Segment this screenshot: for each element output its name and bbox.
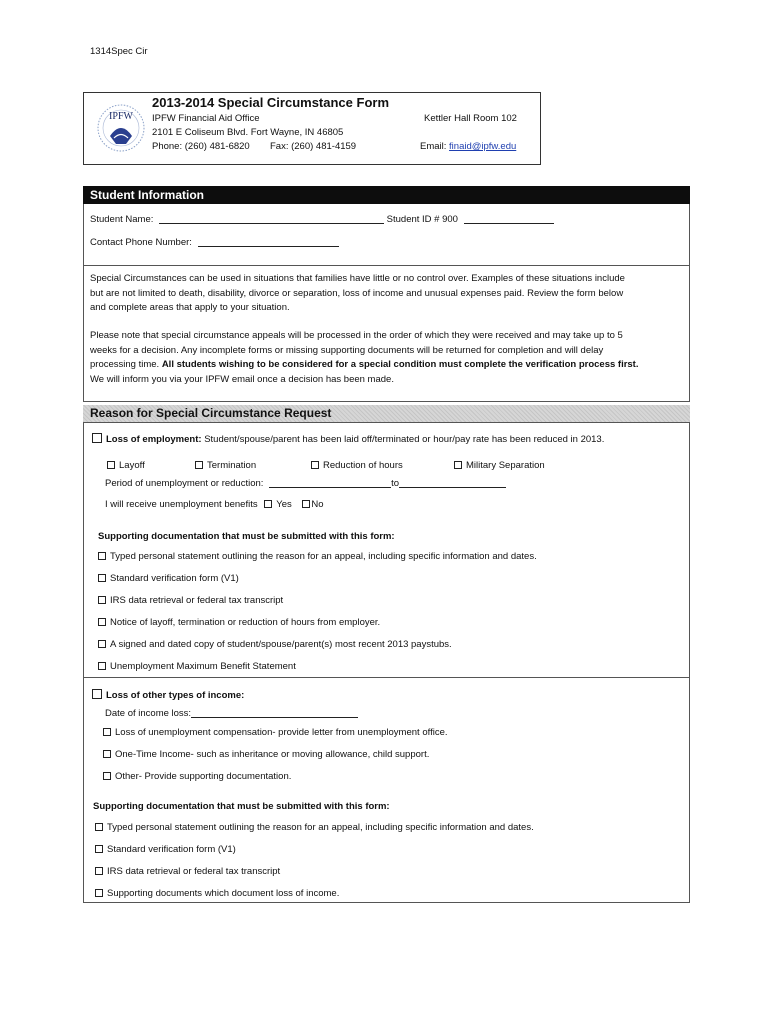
intro-p2-line3-bold: All students wishing to be considered for a special condition must complete the verification process first. xyxy=(161,359,639,370)
employment-doc-item[interactable] xyxy=(98,595,283,606)
student-name-label: Student Name: xyxy=(90,214,154,225)
period-start-field[interactable] xyxy=(269,477,391,488)
intro-p2-line4: We will inform you via your IPFW email once a decision has been made. xyxy=(90,373,394,385)
section-divider xyxy=(83,677,690,678)
option-label: Other- Provide supporting documentation. xyxy=(115,771,292,782)
checkbox-icon[interactable] xyxy=(103,750,111,758)
period-end-field[interactable] xyxy=(399,477,506,488)
period-label: Period of unemployment or reduction: xyxy=(105,478,264,489)
email-link[interactable]: finaid@ipfw.edu xyxy=(449,141,517,152)
income-loss-date-row xyxy=(105,707,358,719)
other-income-doc-item[interactable] xyxy=(95,866,280,877)
option-termination[interactable] xyxy=(195,460,256,471)
employment-desc: Student/spouse/parent has been laid off/terminated or hour/pay rate has been reduced in 2013. xyxy=(204,434,605,445)
other-income-option[interactable] xyxy=(103,749,429,760)
logo-text: IPFW xyxy=(109,111,133,122)
employment-docs-heading: Supporting documentation that must be submitted with this form: xyxy=(98,531,395,542)
checkbox-icon[interactable] xyxy=(98,618,106,626)
option-military[interactable] xyxy=(454,460,545,471)
doc-label: Typed personal statement outlining the reason for an appeal, including specific information and dates. xyxy=(110,551,537,562)
checkbox-icon[interactable] xyxy=(95,867,103,875)
other-income-doc-item[interactable] xyxy=(95,844,236,855)
option-reduction[interactable] xyxy=(311,460,403,471)
checkbox-icon[interactable] xyxy=(95,889,103,897)
other-income-docs-heading: Supporting documentation that must be submitted with this form: xyxy=(93,801,390,812)
doc-label: Supporting documents which document loss of income. xyxy=(107,888,340,899)
doc-label: IRS data retrieval or federal tax transcript xyxy=(107,866,281,877)
layoff-checkbox-icon[interactable] xyxy=(107,461,115,469)
checkbox-icon[interactable] xyxy=(98,662,106,670)
doc-label: Notice of layoff, termination or reduction of hours from employer. xyxy=(110,617,381,628)
document-code: 1314Spec Cir xyxy=(90,46,148,57)
employment-doc-item[interactable] xyxy=(98,661,296,672)
email-line xyxy=(420,141,516,152)
other-income-checkbox-icon[interactable] xyxy=(92,689,102,699)
option-label: One-Time Income- such as inheritance or moving allowance, child support. xyxy=(115,749,430,760)
checkbox-icon[interactable] xyxy=(103,728,111,736)
intro-p2-line3 xyxy=(90,358,686,373)
other-income-label: Loss of other types of income: xyxy=(106,690,245,701)
layoff-label: Layoff xyxy=(119,460,145,471)
period-row xyxy=(105,477,506,489)
military-checkbox-icon[interactable] xyxy=(454,461,462,469)
doc-label: A signed and dated copy of student/spouse/parent(s) most recent 2013 paystubs. xyxy=(110,639,452,650)
student-info-heading: Student Information xyxy=(83,186,690,204)
benefits-no-checkbox-icon[interactable] xyxy=(302,500,310,508)
employment-doc-item[interactable] xyxy=(98,573,239,584)
option-layoff[interactable] xyxy=(107,460,145,471)
employment-row xyxy=(92,433,604,445)
doc-label: Typed personal statement outlining the reason for an appeal, including specific information and dates. xyxy=(107,822,534,833)
checkbox-icon[interactable] xyxy=(95,823,103,831)
employment-checkbox-icon[interactable] xyxy=(92,433,102,443)
checkbox-icon[interactable] xyxy=(103,772,111,780)
intro-p2-line3-plain: processing time. xyxy=(90,359,162,370)
termination-checkbox-icon[interactable] xyxy=(195,461,203,469)
email-label: Email: xyxy=(420,141,447,152)
other-income-option[interactable] xyxy=(103,727,448,738)
checkbox-icon[interactable] xyxy=(98,596,106,604)
employment-doc-item[interactable] xyxy=(98,551,537,562)
doc-label: Standard verification form (V1) xyxy=(107,844,236,855)
employment-doc-item[interactable] xyxy=(98,639,452,650)
benefits-label: I will receive unemployment benefits xyxy=(105,499,258,510)
office-phone: Phone: (260) 481-6820 xyxy=(152,141,250,152)
income-loss-date-field[interactable] xyxy=(191,707,358,718)
student-id-field[interactable] xyxy=(464,213,554,224)
checkbox-icon[interactable] xyxy=(98,640,106,648)
doc-label: Unemployment Maximum Benefit Statement xyxy=(110,661,296,672)
option-label: Loss of unemployment compensation- provide letter from unemployment office. xyxy=(115,727,448,738)
intro-paragraph-1 xyxy=(90,272,686,316)
contact-phone-field[interactable] xyxy=(198,236,339,247)
reduction-checkbox-icon[interactable] xyxy=(311,461,319,469)
reduction-label: Reduction of hours xyxy=(323,460,403,471)
intro-p1-line3: and complete areas that apply to your situation. xyxy=(90,302,290,313)
checkbox-icon[interactable] xyxy=(98,574,106,582)
student-name-row xyxy=(90,213,554,225)
office-fax: Fax: (260) 481-4159 xyxy=(270,141,357,152)
benefits-row xyxy=(105,499,324,510)
employment-doc-item[interactable] xyxy=(98,617,380,628)
employment-label: Loss of employment: xyxy=(106,434,202,445)
other-income-doc-item[interactable] xyxy=(95,888,339,899)
doc-label: IRS data retrieval or federal tax transcript xyxy=(110,595,284,606)
intro-p2-line1: Please note that special circumstance appeals will be processed in the order of which they were received and may take up to 5 xyxy=(90,330,623,341)
other-income-doc-item[interactable] xyxy=(95,822,534,833)
doc-label: Standard verification form (V1) xyxy=(110,573,239,584)
period-to: to xyxy=(391,478,399,489)
intro-p1-line1: Special Circumstances can be used in situations that families have little or no control over. Examples of these situations include xyxy=(90,273,625,284)
termination-label: Termination xyxy=(207,460,257,471)
intro-paragraph-2 xyxy=(90,329,686,387)
military-label: Military Separation xyxy=(466,460,545,471)
student-name-field[interactable] xyxy=(159,213,384,224)
office-name: IPFW Financial Aid Office xyxy=(152,113,260,124)
form-title: 2013-2014 Special Circumstance Form xyxy=(152,95,390,110)
ipfw-seal-logo xyxy=(96,98,146,158)
benefits-yes-checkbox-icon[interactable] xyxy=(264,500,272,508)
checkbox-icon[interactable] xyxy=(95,845,103,853)
reason-heading: Reason for Special Circumstance Request xyxy=(83,405,690,423)
office-room: Kettler Hall Room 102 xyxy=(424,113,517,124)
intro-p1-line2: but are not limited to death, disability, divorce or separation, loss of income and unusual expenses paid. Review the form below xyxy=(90,287,624,299)
income-loss-date-label: Date of income loss: xyxy=(105,708,192,719)
checkbox-icon[interactable] xyxy=(98,552,106,560)
intro-p2-line2: weeks for a decision. Any incomplete forms or missing supporting documents will be returned for completion and will delay xyxy=(90,344,604,356)
other-income-option[interactable] xyxy=(103,771,291,782)
contact-phone-row xyxy=(90,236,339,248)
benefits-no-label: No xyxy=(311,499,324,510)
benefits-yes-label: Yes xyxy=(276,499,292,510)
other-income-row xyxy=(92,689,244,701)
office-address: 2101 E Coliseum Blvd. Fort Wayne, IN 46805 xyxy=(152,127,344,138)
student-id-label: Student ID # 900 xyxy=(386,214,458,225)
contact-phone-label: Contact Phone Number: xyxy=(90,237,192,248)
